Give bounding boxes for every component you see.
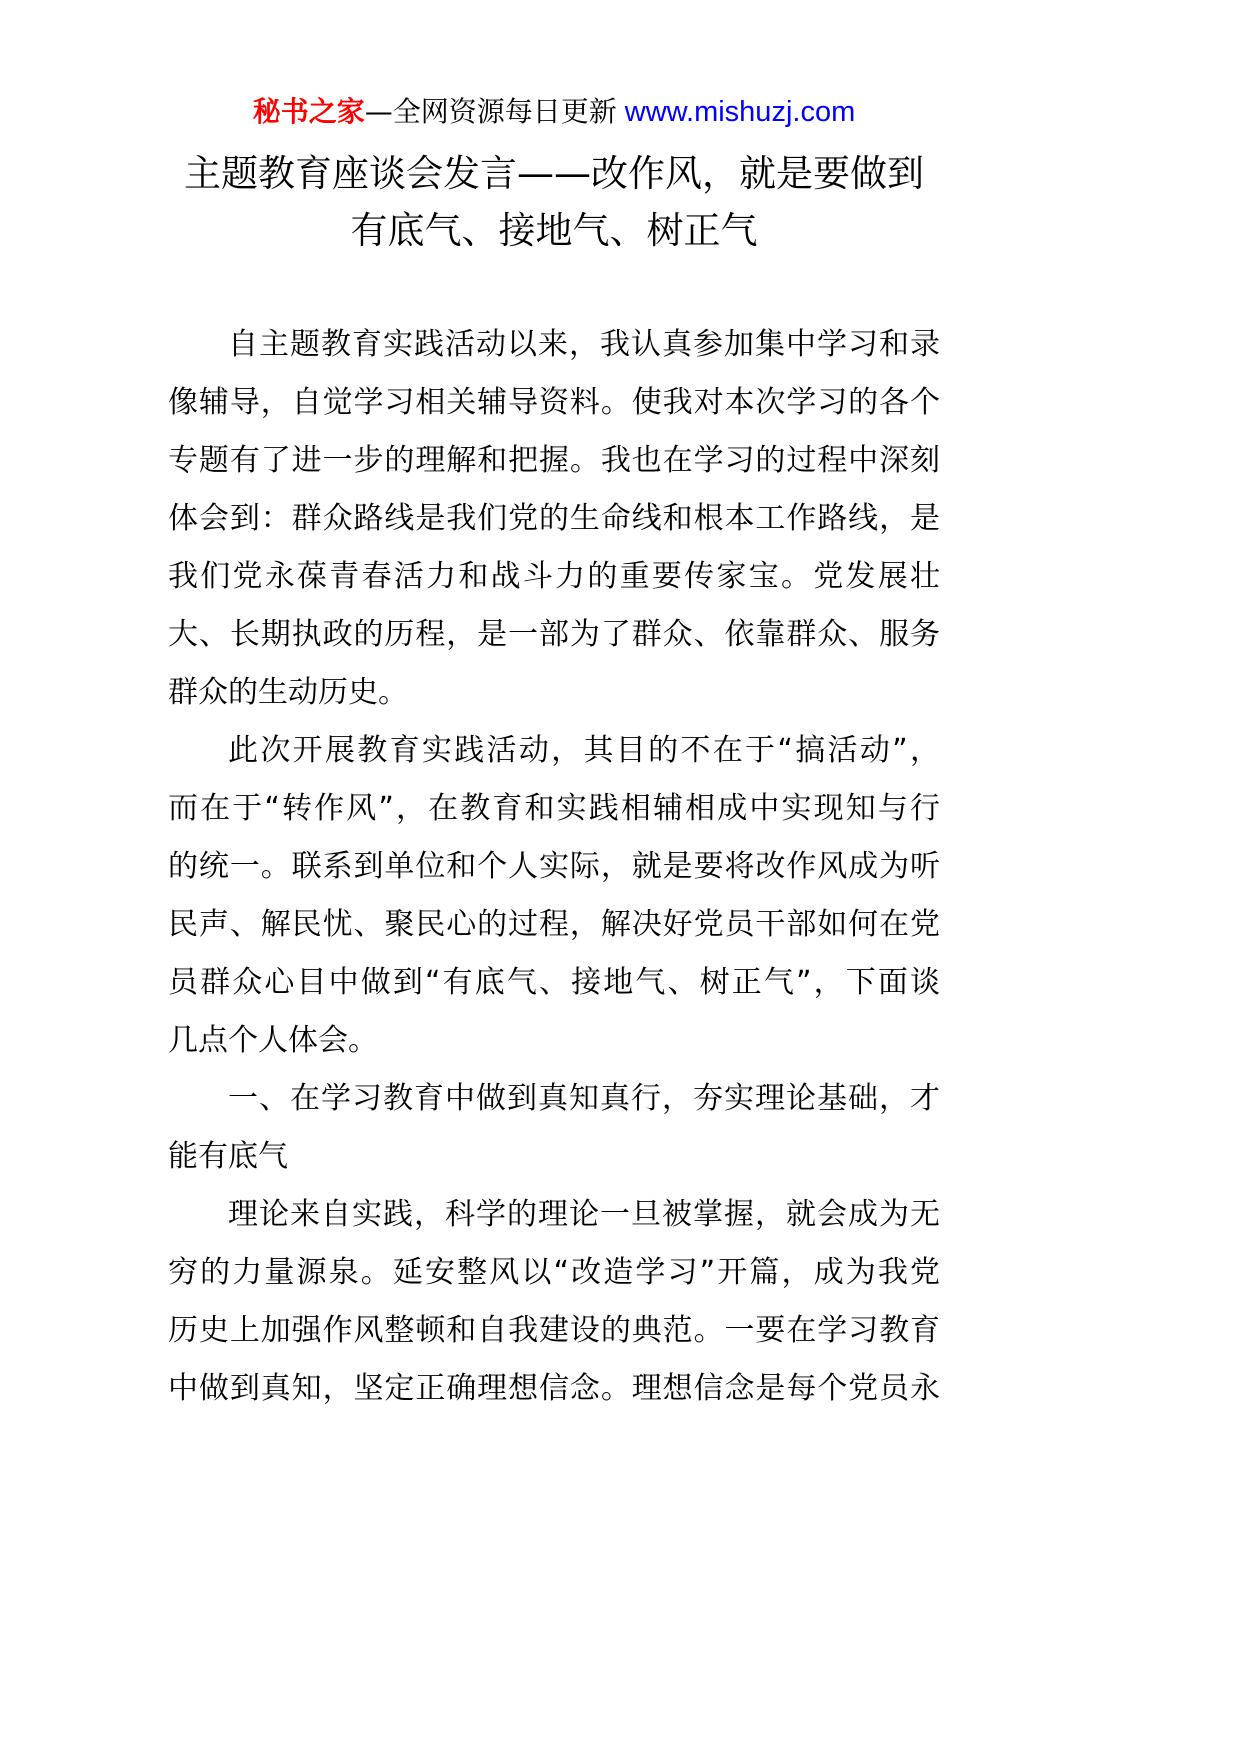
paragraph-line: 中做到真知，坚定正确理想信念。理想信念是每个党员永 [168,1371,940,1406]
section-heading [168,1070,940,1186]
document-body [168,316,940,1418]
title-line: 主题教育座谈会发言——改作风，就是要做到 [184,152,924,195]
heading-line: 能有底气 [168,1139,288,1174]
paragraph-line: 体会到：群众路线是我们党的生命线和根本工作路线，是 [168,501,940,536]
paragraph-line: 的统一。联系到单位和个人实际，就是要将改作风成为听 [168,849,940,884]
paragraph-line: 而在于“转作风”，在教育和实践相辅相成中实现知与行 [168,791,940,826]
paragraph [168,1186,940,1418]
paragraph-line: 群众的生动历史。 [168,675,408,710]
paragraph-line: 历史上加强作风整顿和自我建设的典范。一要在学习教育 [168,1313,940,1348]
paragraph-line: 此次开展教育实践活动，其目的不在于“搞活动”， [228,733,940,768]
paragraph-line: 员群众心目中做到“有底气、接地气、树正气”，下面谈 [168,965,940,1000]
paragraph-line: 大、长期执政的历程，是一部为了群众、依靠群众、服务 [168,617,940,652]
header-url: www.mishuzj.com [624,96,856,128]
paragraph-line: 专题有了进一步的理解和把握。我也在学习的过程中深刻 [168,443,940,478]
paragraph-line: 自主题教育实践活动以来，我认真参加集中学习和录 [228,327,940,362]
heading-line: 一、在学习教育中做到真知真行，夯实理论基础，才 [228,1081,940,1116]
paragraph-line: 民声、解民忧、聚民心的过程，解决好党员干部如何在党 [168,907,940,942]
paragraph-line: 穷的力量源泉。延安整风以“改造学习”开篇，成为我党 [168,1255,940,1290]
paragraph [168,722,940,1070]
paragraph-line: 像辅导，自觉学习相关辅导资料。使我对本次学习的各个 [168,385,940,420]
title-line: 有底气、接地气、树正气 [350,209,758,252]
paragraph [168,316,940,722]
paragraph-line: 理论来自实践，科学的理论一旦被掌握，就会成为无 [228,1197,940,1232]
paragraph-line: 我们党永葆青春活力和战斗力的重要传家宝。党发展壮 [168,559,940,594]
site-header [168,90,940,134]
document-title [168,145,940,259]
paragraph-line: 几点个人体会。 [168,1023,378,1058]
header-slogan: —全网资源每日更新 [364,95,617,128]
header-brand: 秘书之家 [252,95,365,128]
